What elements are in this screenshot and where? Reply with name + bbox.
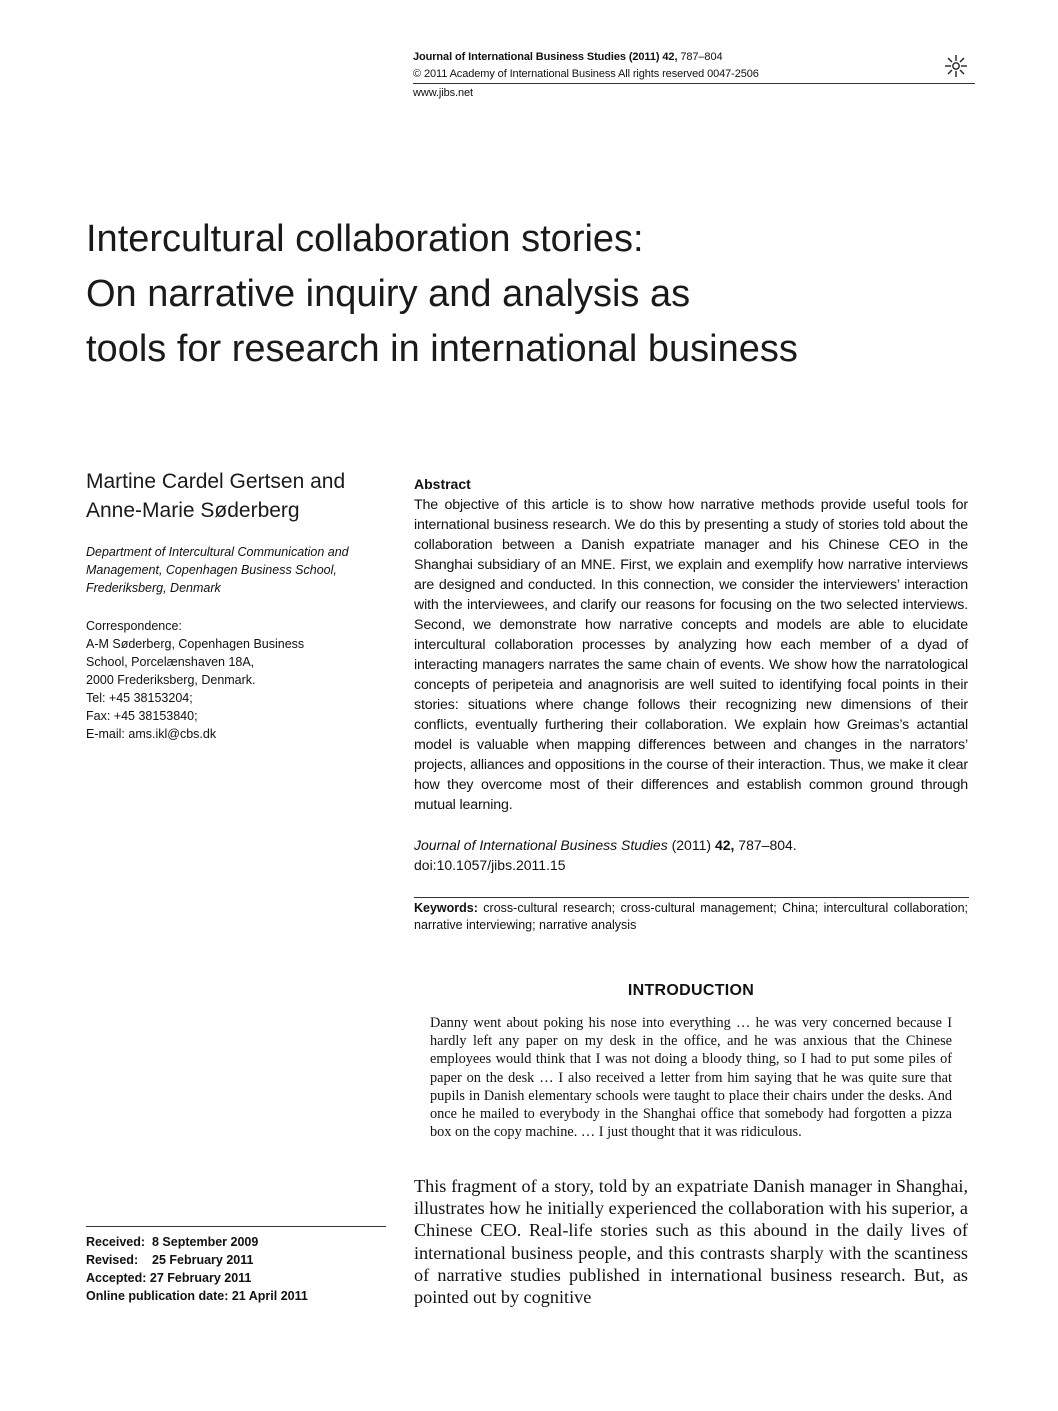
author-list [86, 467, 386, 525]
doi-link[interactable]: doi:10.1057/jibs.2011.15 [414, 857, 566, 873]
abstract-heading: Abstract [414, 476, 471, 492]
author-line: Anne-Marie Søderberg [86, 499, 300, 522]
correspondence-line: School, Porcelænshaven 18A, [86, 655, 255, 669]
affiliation-line: Department of Intercultural Communication and [86, 545, 349, 559]
copyright-line: © 2011 Academy of International Business All rights reserved 0047-2506 [413, 68, 759, 80]
palgrave-star-icon [944, 54, 968, 78]
author-line: Martine Cardel Gertsen and [86, 470, 346, 493]
keywords-divider [414, 897, 969, 898]
correspondence-line: A-M Søderberg, Copenhagen Business [86, 637, 305, 651]
title-line: On narrative inquiry and analysis as [86, 273, 691, 315]
affiliation [86, 543, 386, 597]
publication-dates [86, 1233, 386, 1305]
journal-title: Journal of International Business Studies (2011) [413, 51, 660, 63]
revised-date: Revised: 25 February 2011 [86, 1253, 254, 1267]
introduction-body: This fragment of a story, told by an expatriate Danish manager in Shanghai, illustrates how he initially experienced the collaboration with his superior, a Chinese CEO. Real-life stories such as this abound in the daily lives of international business people, and this contrasts sharply with the scantiness of narrative studies published in international business research. But, as pointed out by cognitive [414, 1176, 968, 1308]
citation-journal: Journal of International Business Studies [414, 837, 668, 853]
correspondence-email[interactable]: E-mail: ams.ikl@cbs.dk [86, 727, 217, 741]
citation-year: (2011) [667, 837, 715, 853]
keywords [414, 900, 968, 934]
header-divider [413, 83, 975, 84]
title-line: Intercultural collaboration stories: [86, 218, 644, 260]
keywords-label: Keywords: [414, 901, 478, 915]
dates-divider [86, 1226, 386, 1227]
received-date: Received: 8 September 2009 [86, 1235, 259, 1249]
website-link[interactable]: www.jibs.net [413, 87, 473, 99]
introduction-quote: Danny went about poking his nose into everything … he was very concerned because I hardly left any paper on my desk in the office, and he was anxious that the Chinese employees would think that I was not doing a bloody thing, so I had to put some piles of paper on the desk … I also received a letter from him saying that he was quite sure that pupils in Danish elementary schools were taught to place their chairs under the desks. And once he mailed to everybody in the Shanghai office that somebody had forgotten a pizza box on the copy machine. … I just thought that it was ridiculous. [430, 1015, 952, 1141]
affiliation-line: Management, Copenhagen Business School, [86, 563, 337, 577]
affiliation-line: Frederiksberg, Denmark [86, 581, 221, 595]
journal-pages: 787–804 [677, 51, 723, 63]
correspondence-tel: Tel: +45 38153204; [86, 691, 193, 705]
correspondence-line: 2000 Frederiksberg, Denmark. [86, 673, 256, 687]
citation-volume: 42, [714, 837, 735, 853]
title-line: tools for research in international business [86, 328, 798, 370]
citation-pages: 787–804. [734, 837, 797, 853]
introduction-heading: INTRODUCTION [627, 982, 755, 999]
online-date: Online publication date: 21 April 2011 [86, 1289, 308, 1303]
keywords-text: cross-cultural research; cross-cultural management; China; intercultural collaboration; narrative interviewing; narrative analysis [414, 901, 968, 932]
abstract-citation [414, 835, 968, 875]
article-title [86, 212, 986, 377]
correspondence-label: Correspondence: [86, 619, 182, 633]
accepted-date: Accepted: 27 February 2011 [86, 1271, 252, 1285]
abstract-text: The objective of this article is to show how narrative methods provide useful tools for international business research. We do this by presenting a study of stories told about the collaboration between a Danish expatriate manager and his Chinese CEO in the Shanghai subsidiary of an MNE. First, we explain and exemplify how narrative interviews are designed and conducted. In this connection, we consider the interviewers’ interaction with the interviewees, and clarify our reasons for focusing on the two selected interviews. Second, we demonstrate how narrative concepts and models are able to elucidate intercultural collaboration processes by analyzing how each member of a dyad of interacting managers narrates the same chain of events. We show how the narratological concepts of peripeteia and anagnorisis are well suited to identifying focal points in their stories: situations where change follows their recognizing new dimensions of their conflicts, eventually furthering their collaboration. We explain how Greimas’s actantial model is valuable when mapping differences between and changes in the narrators’ projects, alliances and oppositions in the course of their interaction. Thus, we make it clear how they overcome most of their differences and establish common ground through mutual learning. [414, 497, 968, 813]
journal-volume: 42, [662, 51, 678, 63]
journal-name [413, 50, 723, 64]
correspondence [86, 617, 386, 743]
correspondence-fax: Fax: +45 38153840; [86, 709, 198, 723]
